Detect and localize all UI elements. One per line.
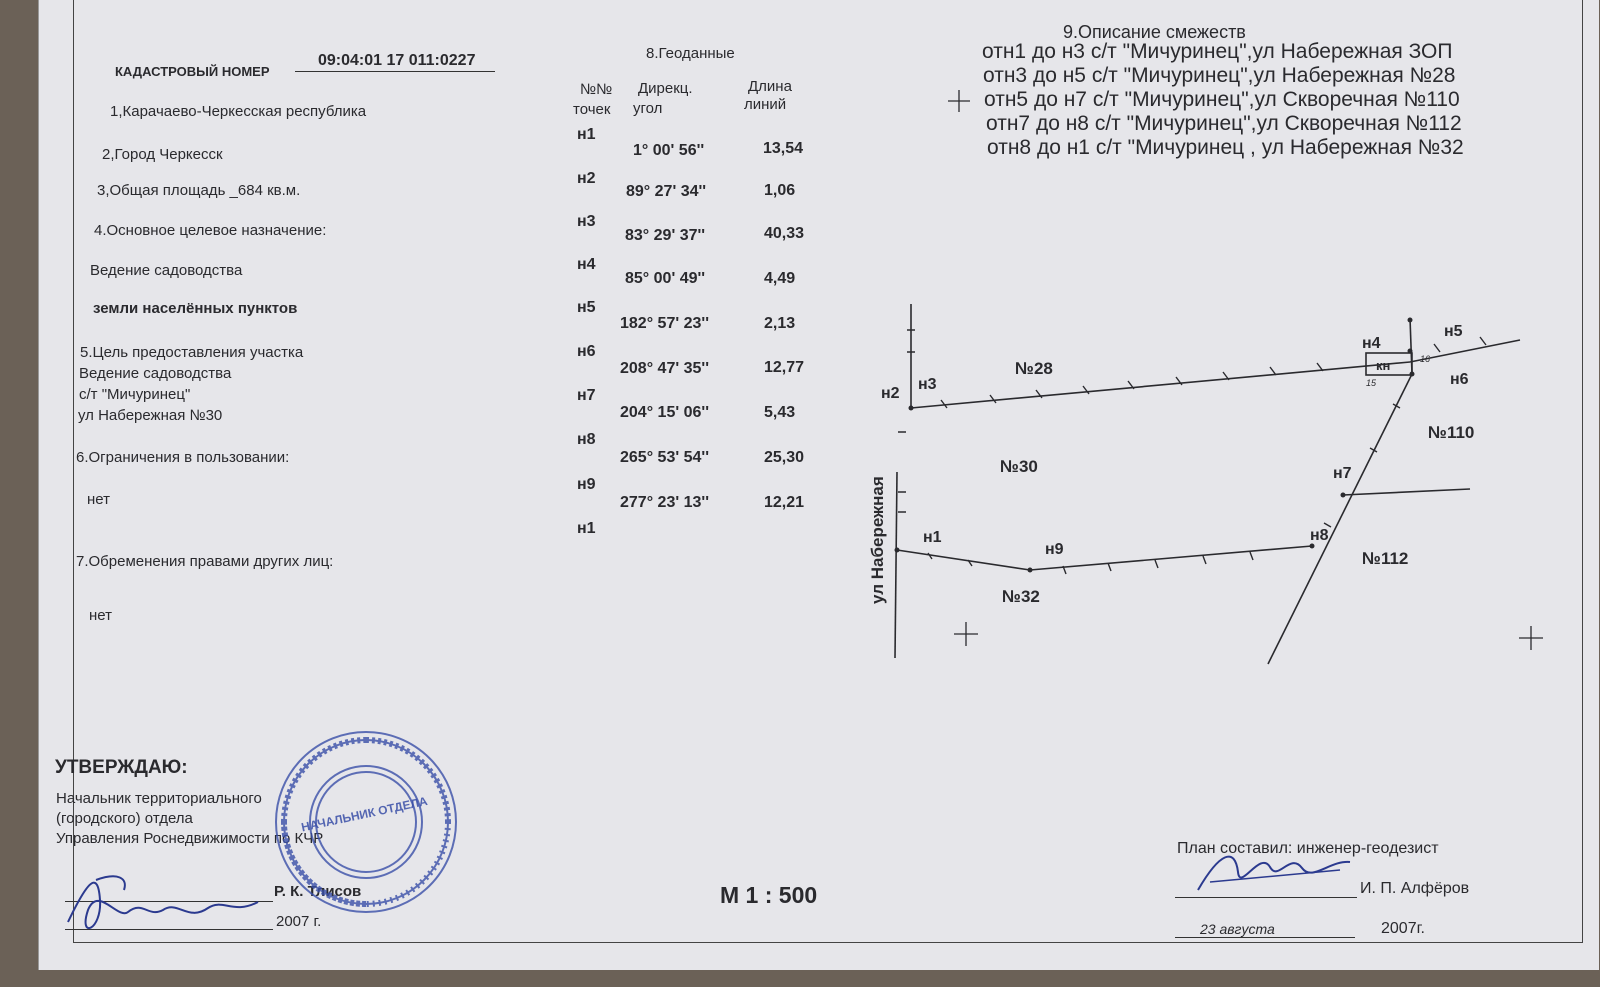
geodata-point: н7	[577, 387, 596, 404]
adjacency-title: 9.Описание смежеств	[1063, 22, 1246, 42]
geodata-length: 2,13	[764, 315, 796, 332]
geodata-length: 4,49	[764, 270, 796, 287]
geodata-angle: 182° 57' 23''	[620, 315, 709, 332]
boundary-n1-n9-n8	[897, 546, 1312, 570]
item-encumbrance-title: 7.Обременения правами других лиц:	[76, 553, 334, 570]
geodata-point: н1	[577, 520, 596, 537]
plan-vertices	[895, 318, 1415, 573]
author-date: 23 августа	[1200, 921, 1275, 937]
geodata-angle: 85° 00' 49''	[625, 270, 706, 287]
geodata-header-points-1: №№	[580, 81, 613, 98]
parcel-label-110: №110	[1428, 423, 1475, 442]
geodata-point: н2	[577, 170, 596, 187]
item-goal-value: Ведение садоводства	[79, 365, 232, 382]
item-restrictions-title: 6.Ограничения в пользовании:	[76, 449, 290, 466]
structure-label-kn: кн	[1376, 358, 1391, 373]
approve-position-2: (городского) отдела	[56, 810, 193, 827]
geodata-title: 8.Геоданные	[646, 45, 735, 62]
street-boundary-lower	[895, 472, 897, 658]
geodata-angle: 204° 15' 06''	[620, 404, 709, 421]
approve-position-1: Начальник территориального	[56, 790, 262, 807]
geodata-header-angle-2: угол	[633, 100, 663, 117]
adjacency-row: отн3 до н5 с/т "Мичуринец",ул Набережная №28	[983, 64, 1456, 87]
boundary-110-112	[1343, 489, 1470, 495]
geodata-angle: 265° 53' 54''	[620, 449, 709, 466]
item-land-category: земли населённых пунктов	[93, 300, 298, 317]
vertex-label-n1: н1	[923, 529, 942, 546]
vertex-label-n9: н9	[1045, 541, 1064, 558]
author-date-line	[1175, 937, 1355, 938]
structure-point-15: 15	[1366, 378, 1377, 388]
approve-position-3: Управления Роснедвижимости по КЧР	[56, 830, 324, 847]
author-signature	[1190, 842, 1360, 902]
parcel-label-112: №112	[1362, 549, 1409, 568]
geodata-length: 12,21	[764, 494, 805, 511]
geodata-point: н9	[577, 476, 596, 493]
parcel-label-28: №28	[1015, 359, 1053, 378]
geodata-length: 25,30	[764, 449, 805, 466]
register-cross	[1519, 626, 1543, 650]
item-area: 3,Общая площадь _684 кв.м.	[97, 182, 301, 199]
geodata-point: н6	[577, 343, 596, 360]
item-goal-society: с/т "Мичуринец"	[79, 386, 191, 403]
vertex-label-n7: н7	[1333, 465, 1352, 482]
approve-name: Р. К. Тлисов	[274, 883, 362, 900]
vertex-label-n5: н5	[1444, 323, 1463, 340]
vertex-label-n8: н8	[1310, 527, 1329, 544]
geodata-angle: 83° 29' 37''	[625, 227, 706, 244]
plan-labels	[868, 323, 1474, 606]
geodata-angle: 1° 00' 56''	[633, 142, 705, 159]
geodata-length: 13,54	[763, 140, 804, 157]
approve-year: 2007 г.	[276, 913, 322, 930]
item-encumbrance-value: нет	[89, 607, 112, 624]
author-year: 2007г.	[1381, 920, 1425, 937]
item-restrictions-value: нет	[87, 491, 110, 508]
geodata-header-length-2: линий	[744, 96, 787, 113]
approve-title: УТВЕРЖДАЮ:	[55, 757, 188, 778]
plan-boundary-ticks	[898, 330, 1486, 574]
author-name: И. П. Алфёров	[1360, 880, 1470, 897]
boundary-n3-n4	[911, 362, 1410, 408]
geodata-length: 1,06	[764, 182, 796, 199]
vertex-label-n4: н4	[1362, 335, 1381, 352]
item-goal-address: ул Набережная №30	[78, 407, 223, 424]
geodata-angle: 208° 47' 35''	[620, 360, 709, 377]
geodata-angle: 89° 27' 34''	[626, 183, 707, 200]
geodata-header-length-1: Длина	[748, 78, 792, 95]
adjacency-row: отн7 до н8 с/т "Мичуринец",ул Скворечная №112	[986, 112, 1462, 135]
geodata-point: н4	[577, 256, 596, 273]
cadastral-number: 09:04:01 17 011:0227	[318, 52, 476, 69]
register-cross	[954, 622, 978, 646]
geodata-header-points-2: точек	[573, 101, 611, 118]
geodata-point: н8	[577, 431, 596, 448]
vertex-label-n3: н3	[918, 376, 937, 393]
cadastral-label: КАДАСТРОВЫЙ НОМЕР	[115, 64, 270, 79]
vertex-label-n2: н2	[881, 385, 900, 402]
adjacency-row: отн5 до н7 с/т "Мичуринец",ул Скворечная №110	[984, 88, 1460, 111]
item-purpose-value: Ведение садоводства	[90, 262, 243, 279]
vertex-label-n6: н6	[1450, 371, 1469, 388]
adjacency-row: отн1 до н3 с/т "Мичуринец",ул Набережная ЗОП	[982, 40, 1453, 63]
street-label: ул Набережная	[868, 476, 887, 604]
geodata-header-angle-1: Дирекц.	[638, 80, 693, 97]
geodata-length: 5,43	[764, 404, 796, 421]
item-city: 2,Город Черкесск	[102, 146, 223, 163]
adjacency-row: отн8 до н1 с/т "Мичуринец , ул Набережная №32	[987, 136, 1464, 159]
geodata-length: 12,77	[764, 359, 805, 376]
item-purpose-title: 4.Основное целевое назначение:	[94, 222, 327, 239]
item-region: 1,Карачаево-Черкесская республика	[110, 103, 367, 120]
parcel-label-30: №30	[1000, 457, 1038, 476]
geodata-point: н1	[577, 126, 596, 143]
item-goal-title: 5.Цель предоставления участка	[80, 344, 304, 361]
geodata-angle: 277° 23' 13''	[620, 494, 709, 511]
approver-signature	[58, 860, 278, 950]
plan-scale: М 1 : 500	[720, 882, 818, 908]
author-position: План составил: инженер-геодезист	[1177, 840, 1439, 857]
geodata-length: 40,33	[764, 225, 805, 242]
register-cross	[948, 90, 970, 112]
parcel-label-32: №32	[1002, 587, 1040, 606]
boundary-n6-n8	[1268, 374, 1412, 664]
structure-point-16: 16	[1420, 354, 1431, 364]
geodata-point: н3	[577, 213, 596, 230]
stamp-center-text: НАЧАЛЬНИК ОТДЕЛА	[299, 793, 429, 835]
official-stamp	[272, 728, 460, 916]
geodata-point: н5	[577, 299, 596, 316]
